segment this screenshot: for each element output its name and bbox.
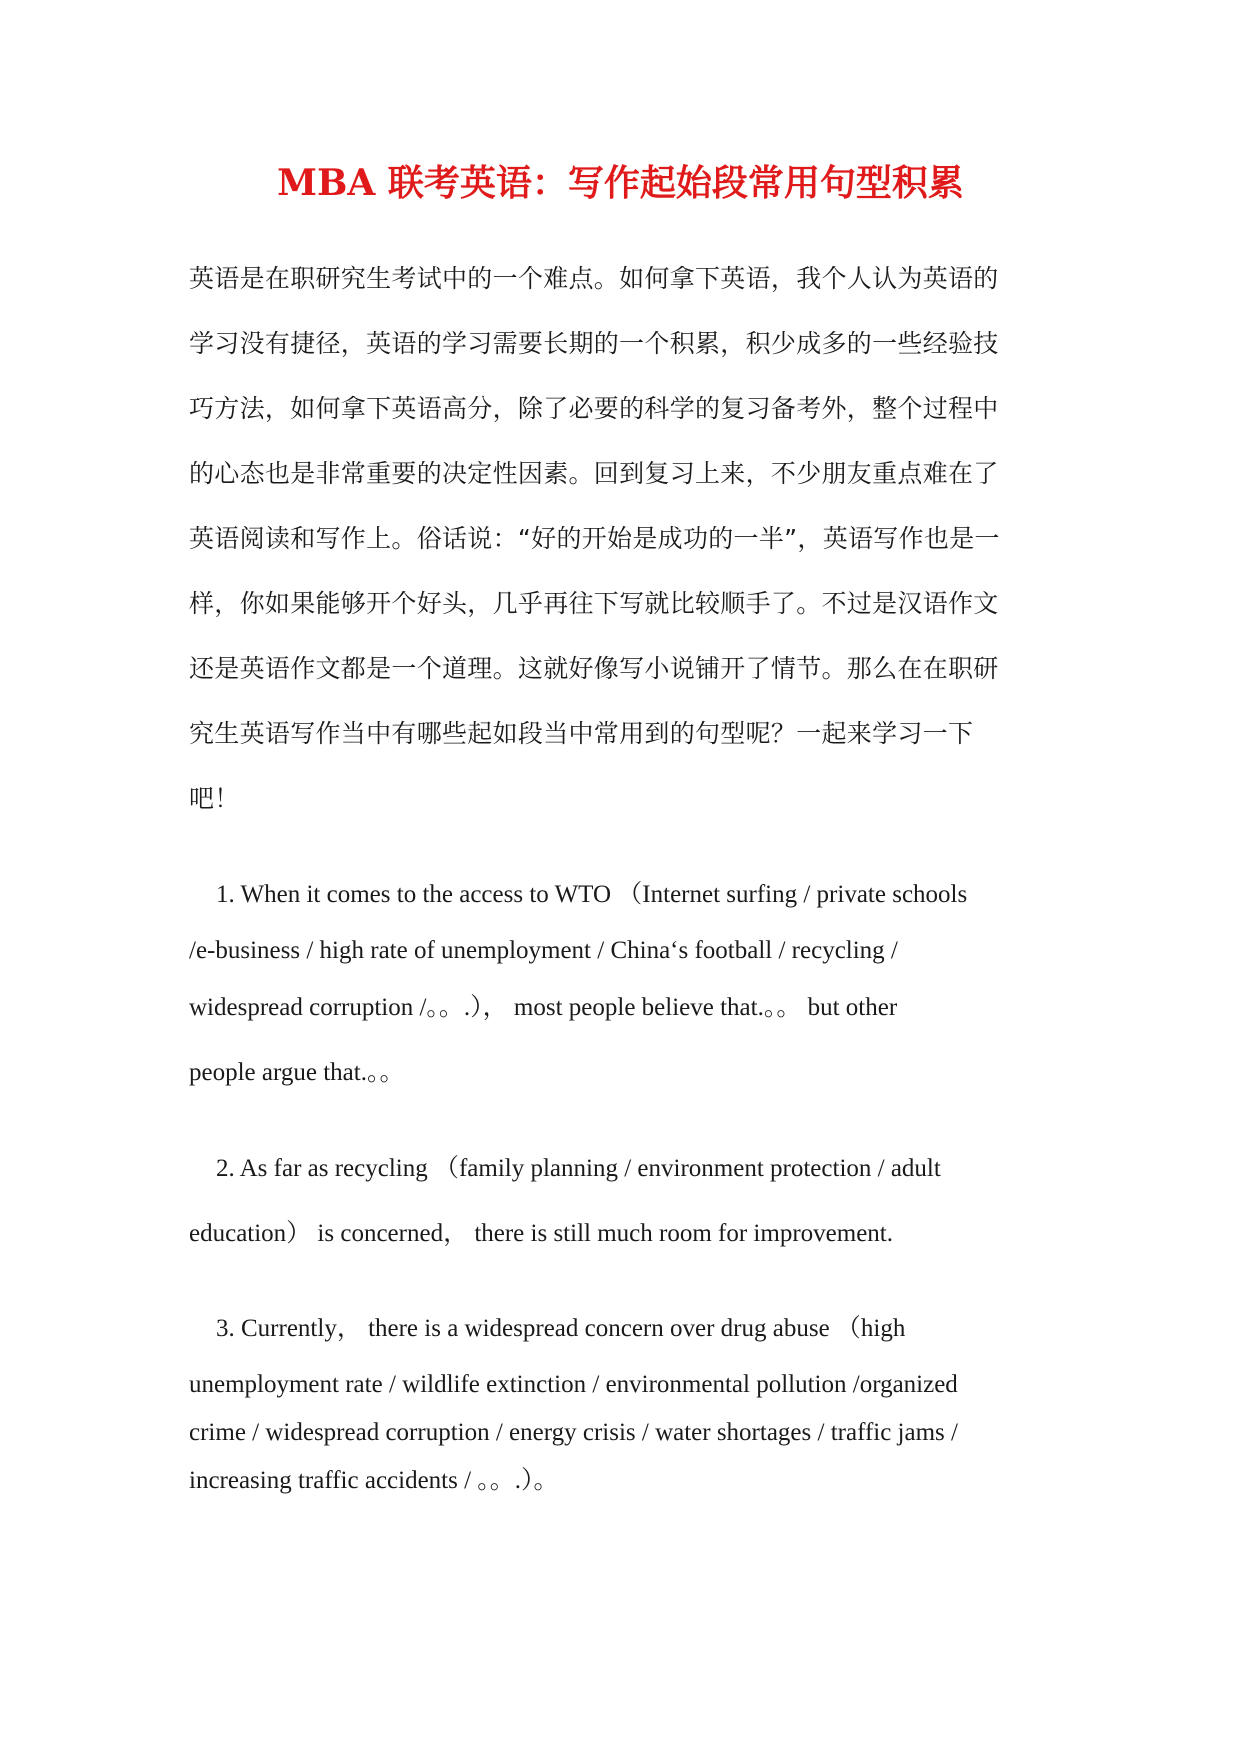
sentence-item-1 <box>189 862 1059 1105</box>
sentence-line: education） is concerned， there is still much room for improvement. <box>189 1220 893 1247</box>
intro-line: 究生英语写作当中有哪些起如段当中常用到的句型呢？一起来学习一下 <box>189 719 974 748</box>
intro-line: 还是英语作文都是一个道理。这就好像写小说铺开了情节。那么在在职研 <box>189 654 999 683</box>
sentence-line: /e-business / high rate of unemployment / China‘s football / recycling / <box>189 937 898 964</box>
page-title: MBA 联考英语：写作起始段常用句型积累 <box>277 162 964 204</box>
sentence-item-3 <box>189 1296 1059 1505</box>
sentence-line: 2. As far as recycling （family planning / environment protection / adult <box>216 1155 941 1182</box>
intro-line: 巧方法，如何拿下英语高分，除了必要的科学的复习备考外，整个过程中 <box>189 394 999 423</box>
intro-paragraph <box>189 246 1059 831</box>
sentence-line: increasing traffic accidents / 。。.）。 <box>189 1467 559 1494</box>
intro-line: 的心态也是非常重要的决定性因素。回到复习上来，不少朋友重点难在了 <box>189 459 999 488</box>
intro-line: 英语是在职研究生考试中的一个难点。如何拿下英语，我个人认为英语的 <box>189 264 999 293</box>
intro-line: 样，你如果能够开个好头，几乎再往下写就比较顺手了。不过是汉语作文 <box>189 589 999 618</box>
sentence-item-2 <box>189 1136 1059 1266</box>
sentence-line: unemployment rate / wildlife extinction / environmental pollution /organized <box>189 1371 958 1398</box>
sentence-line: widespread corruption /。。.）， most people believe that.。。 but other <box>189 994 898 1021</box>
sentence-line: crime / widespread corruption / energy crisis / water shortages / traffic jams / <box>189 1419 958 1446</box>
intro-line: 学习没有捷径，英语的学习需要长期的一个积累，积少成多的一些经验技 <box>189 329 999 358</box>
intro-line: 吧！ <box>189 784 240 813</box>
sentence-line: 1. When it comes to the access to WTO （Internet surfing / private schools <box>216 881 968 908</box>
intro-line: 英语阅读和写作上。俗话说：“好的开始是成功的一半”，英语写作也是一 <box>189 524 1000 553</box>
sentence-line: people argue that.。。 <box>189 1059 405 1086</box>
sentence-line: 3. Currently， there is a widespread concern over drug abuse （high <box>216 1315 906 1342</box>
